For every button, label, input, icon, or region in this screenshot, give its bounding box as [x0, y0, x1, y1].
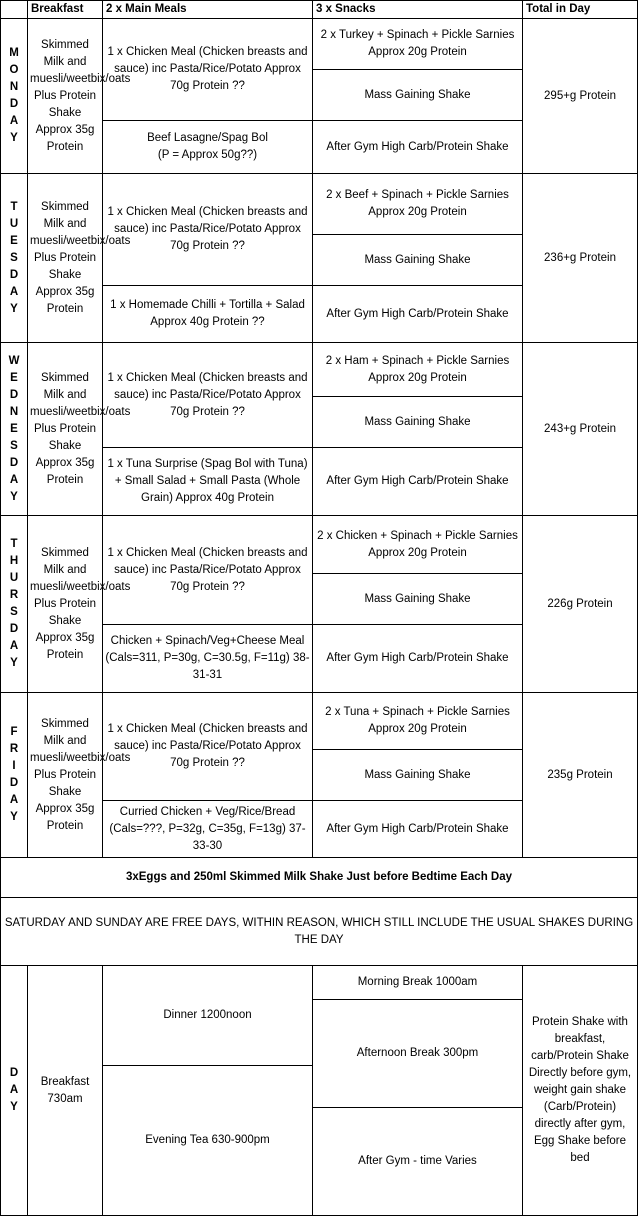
wednesday-meal-2: 1 x Tuna Surprise (Spag Bol with Tuna) + Small Salad + Small Pasta (Whole Grain) Approx 40g Protein: [103, 448, 313, 516]
schedule-morning-break: Morning Break 1000am: [313, 966, 523, 1000]
schedule-breakfast: Breakfast 730am: [28, 966, 103, 1216]
monday-snack-2: Mass Gaining Shake: [313, 70, 523, 121]
monday-snack-3: After Gym High Carb/Protein Shake: [313, 121, 523, 174]
wednesday-snack-2: Mass Gaining Shake: [313, 397, 523, 448]
tuesday-total: 236+g Protein: [523, 174, 638, 343]
header-breakfast: Breakfast: [28, 1, 103, 19]
friday-label: F R I D A Y: [1, 693, 28, 858]
tuesday-snack-1: 2 x Beef + Spinach + Pickle Sarnies Approx 20g Protein: [313, 174, 523, 235]
thursday-total: 226g Protein: [523, 516, 638, 693]
thursday-label: T H U R S D A Y: [1, 516, 28, 693]
friday-snack-2: Mass Gaining Shake: [313, 750, 523, 801]
thursday-meal-1: 1 x Chicken Meal (Chicken breasts and sauce) inc Pasta/Rice/Potato Approx 70g Protein ??: [103, 516, 313, 625]
thursday-snack-1: 2 x Chicken + Spinach + Pickle Sarnies Approx 20g Protein: [313, 516, 523, 574]
thursday-row-1: [1, 516, 638, 574]
schedule-evening-tea: Evening Tea 630-900pm: [103, 1066, 313, 1216]
friday-snack-1: 2 x Tuna + Spinach + Pickle Sarnies Approx 20g Protein: [313, 693, 523, 750]
header-snacks: 3 x Snacks: [313, 1, 523, 19]
header-main-meals: 2 x Main Meals: [103, 1, 313, 19]
friday-total: 235g Protein: [523, 693, 638, 858]
thursday-breakfast: Skimmed Milk and muesli/weetbix/oats Plus Protein Shake Approx 35g Protein: [28, 516, 103, 693]
tuesday-snack-2: Mass Gaining Shake: [313, 235, 523, 286]
schedule-afternoon-break: Afternoon Break 300pm: [313, 1000, 523, 1108]
tuesday-label: T U E S D A Y: [1, 174, 28, 343]
monday-snack-1: 2 x Turkey + Spinach + Pickle Sarnies Approx 20g Protein: [313, 19, 523, 70]
wednesday-row-1: [1, 343, 638, 397]
bedtime-row: [1, 858, 638, 898]
monday-meal-2: Beef Lasagne/Spag Bol (P = Approx 50g??): [103, 121, 313, 174]
thursday-snack-2: Mass Gaining Shake: [313, 574, 523, 625]
wednesday-meal-1: 1 x Chicken Meal (Chicken breasts and sauce) inc Pasta/Rice/Potato Approx 70g Protein ??: [103, 343, 313, 448]
schedule-day-label: D A Y: [1, 966, 28, 1216]
friday-meal-2: Curried Chicken + Veg/Rice/Bread (Cals=???, P=32g, C=35g, F=13g) 37-33-30: [103, 801, 313, 858]
schedule-shakes: Protein Shake with breakfast, carb/Protein Shake Directly before gym, weight gain shake (Carb/Protein) directly after gym, Egg Shake before bed: [523, 966, 638, 1216]
friday-snack-3: After Gym High Carb/Protein Shake: [313, 801, 523, 858]
wednesday-snack-1: 2 x Ham + Spinach + Pickle Sarnies Approx 20g Protein: [313, 343, 523, 397]
header-row: [1, 1, 638, 19]
friday-row-1: [1, 693, 638, 750]
tuesday-meal-1: 1 x Chicken Meal (Chicken breasts and sauce) inc Pasta/Rice/Potato Approx 70g Protein ??: [103, 174, 313, 286]
header-total: Total in Day: [523, 1, 638, 19]
monday-label: M O N D A Y: [1, 19, 28, 174]
thursday-snack-3: After Gym High Carb/Protein Shake: [313, 625, 523, 693]
header-day: [1, 1, 28, 19]
weekend-note: SATURDAY AND SUNDAY ARE FREE DAYS, WITHIN REASON, WHICH STILL INCLUDE THE USUAL SHAKES DURING THE DAY: [1, 898, 638, 966]
wednesday-total: 243+g Protein: [523, 343, 638, 516]
tuesday-row-1: [1, 174, 638, 235]
friday-meal-1: 1 x Chicken Meal (Chicken breasts and sauce) inc Pasta/Rice/Potato Approx 70g Protein ??: [103, 693, 313, 801]
wednesday-snack-3: After Gym High Carb/Protein Shake: [313, 448, 523, 516]
tuesday-breakfast: Skimmed Milk and muesli/weetbix/oats Plus Protein Shake Approx 35g Protein: [28, 174, 103, 343]
schedule-dinner: Dinner 1200noon: [103, 966, 313, 1066]
wednesday-label: W E D N E S D A Y: [1, 343, 28, 516]
tuesday-meal-2: 1 x Homemade Chilli + Tortilla + Salad Approx 40g Protein ??: [103, 286, 313, 343]
schedule-after-gym: After Gym - time Varies: [313, 1108, 523, 1216]
monday-meal-1: 1 x Chicken Meal (Chicken breasts and sauce) inc Pasta/Rice/Potato Approx 70g Protein ??: [103, 19, 313, 121]
friday-breakfast: Skimmed Milk and muesli/weetbix/oats Plus Protein Shake Approx 35g Protein: [28, 693, 103, 858]
schedule-row-1: [1, 966, 638, 1000]
monday-total: 295+g Protein: [523, 19, 638, 174]
bedtime-note: 3xEggs and 250ml Skimmed Milk Shake Just before Bedtime Each Day: [1, 858, 638, 898]
wednesday-breakfast: Skimmed Milk and muesli/weetbix/oats Plus Protein Shake Approx 35g Protein: [28, 343, 103, 516]
tuesday-snack-3: After Gym High Carb/Protein Shake: [313, 286, 523, 343]
monday-row-1: [1, 19, 638, 70]
thursday-meal-2: Chicken + Spinach/Veg+Cheese Meal (Cals=311, P=30g, C=30.5g, F=11g) 38-31-31: [103, 625, 313, 693]
monday-breakfast: Skimmed Milk and muesli/weetbix/oats Plus Protein Shake Approx 35g Protein: [28, 19, 103, 174]
weekend-row: [1, 898, 638, 966]
